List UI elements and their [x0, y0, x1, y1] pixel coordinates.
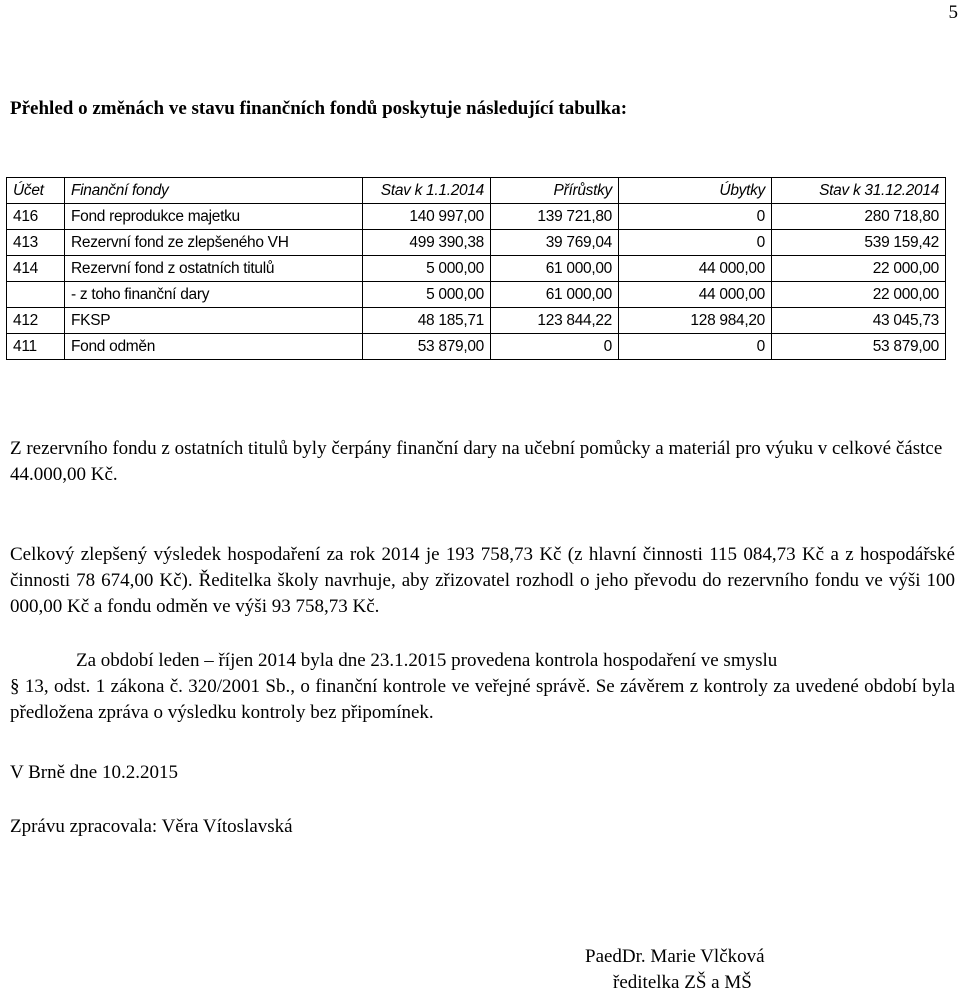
cell-start: 140 997,00: [363, 204, 491, 230]
header-account: Účet: [7, 178, 65, 204]
cell-account: 416: [7, 204, 65, 230]
document-author: Zprávu zpracovala: Věra Vítoslavská: [10, 816, 293, 837]
table-row: [7, 308, 946, 334]
table-row: [7, 230, 946, 256]
cell-start: 5 000,00: [363, 256, 491, 282]
cell-decrease: 128 984,20: [619, 308, 772, 334]
cell-increase: 139 721,80: [491, 204, 619, 230]
document-date: V Brně dne 10.2.2015: [10, 762, 178, 783]
table-header-row: [7, 178, 946, 204]
cell-start: 53 879,00: [363, 334, 491, 360]
cell-increase: 0: [491, 334, 619, 360]
table-row: [7, 256, 946, 282]
cell-increase: 39 769,04: [491, 230, 619, 256]
cell-account: 414: [7, 256, 65, 282]
cell-account: 411: [7, 334, 65, 360]
signatory-role: ředitelka ZŠ a MŠ: [613, 972, 752, 993]
section-heading: Přehled o změnách ve stavu finančních fondů poskytuje následující tabulka:: [10, 98, 628, 119]
cell-account: 412: [7, 308, 65, 334]
cell-end: 280 718,80: [772, 204, 946, 230]
header-start: Stav k 1.1.2014: [363, 178, 491, 204]
cell-account: [7, 282, 65, 308]
funds-table: [6, 177, 946, 360]
cell-increase: 61 000,00: [491, 256, 619, 282]
cell-end: 22 000,00: [772, 282, 946, 308]
cell-decrease: 44 000,00: [619, 256, 772, 282]
cell-fund: Rezervní fond ze zlepšeného VH: [65, 230, 363, 256]
cell-account: 413: [7, 230, 65, 256]
cell-fund: FKSP: [65, 308, 363, 334]
paragraph-audit-rest: § 13, odst. 1 zákona č. 320/2001 Sb., o finanční kontrole ve veřejné správě. Se závěrem z kontroly za uvedené období byla předložena zpráva o výsledku kontroly bez připomínek.: [10, 676, 955, 723]
cell-decrease: 0: [619, 204, 772, 230]
table-row: [7, 282, 946, 308]
cell-increase: 61 000,00: [491, 282, 619, 308]
paragraph-audit: [10, 648, 955, 726]
table-row: [7, 334, 946, 360]
cell-end: 53 879,00: [772, 334, 946, 360]
cell-start: 48 185,71: [363, 308, 491, 334]
cell-fund: Fond reprodukce majetku: [65, 204, 363, 230]
paragraph-donations: Z rezervního fondu z ostatních titulů byly čerpány finanční dary na učební pomůcky a materiál pro výuku v celkové částce 44.000,00 Kč.: [10, 438, 943, 485]
cell-fund: - z toho finanční dary: [65, 282, 363, 308]
paragraph-audit-line1: Za období leden – říjen 2014 byla dne 23.1.2015 provedena kontrola hospodaření ve smyslu: [76, 650, 778, 671]
cell-start: 5 000,00: [363, 282, 491, 308]
header-fund: Finanční fondy: [65, 178, 363, 204]
paragraph-result: Celkový zlepšený výsledek hospodaření za rok 2014 je 193 758,73 Kč (z hlavní činnosti 115 084,73 Kč a z hospodářské činnosti 78 674,00 Kč). Ředitelka školy navrhuje, aby zřizovatel rozhodl o jeho převodu do rezervního fondu ve výši 100 000,00 Kč a fondu odměn ve výši 93 758,73 Kč.: [10, 544, 955, 617]
cell-fund: Fond odměn: [65, 334, 363, 360]
cell-increase: 123 844,22: [491, 308, 619, 334]
header-decrease: Úbytky: [619, 178, 772, 204]
signatory-name: PaedDr. Marie Vlčková: [585, 946, 765, 967]
cell-end: 539 159,42: [772, 230, 946, 256]
table-row: [7, 204, 946, 230]
cell-end: 22 000,00: [772, 256, 946, 282]
cell-fund: Rezervní fond z ostatních titulů: [65, 256, 363, 282]
page-number: 5: [948, 2, 958, 23]
cell-decrease: 0: [619, 230, 772, 256]
cell-decrease: 0: [619, 334, 772, 360]
header-end: Stav k 31.12.2014: [772, 178, 946, 204]
cell-start: 499 390,38: [363, 230, 491, 256]
header-increase: Přírůstky: [491, 178, 619, 204]
signature-block: [585, 944, 765, 996]
cell-decrease: 44 000,00: [619, 282, 772, 308]
cell-end: 43 045,73: [772, 308, 946, 334]
